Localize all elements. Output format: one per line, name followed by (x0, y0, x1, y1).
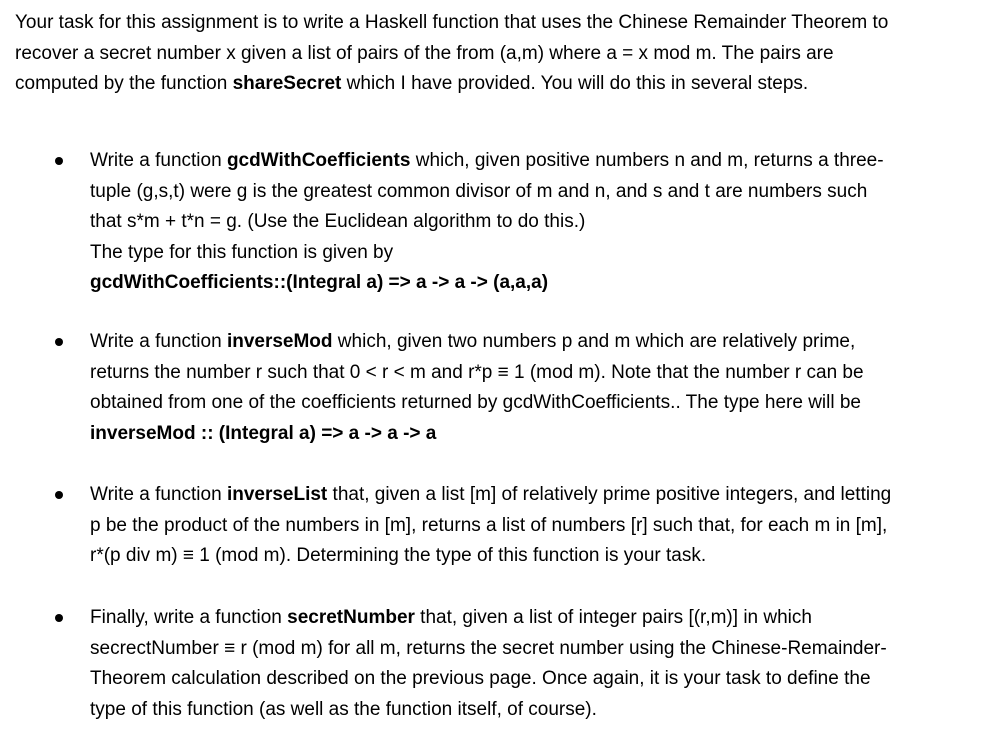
line: r*(p div m) ≡ 1 (mod m). Determining the type of this function is your task. (90, 545, 707, 566)
bullet-text (90, 480, 995, 572)
line: p be the product of the numbers in [m], returns a list of numbers [r] such that, for each m in [m], (90, 514, 888, 536)
function-name-secret-number: secretNumber (287, 607, 415, 628)
intro-line-1: Your task for this assignment is to write a Haskell function that uses the Chinese Remainder Theorem to (15, 12, 889, 33)
line-post: which, given two numbers p and m which are relatively prime, (332, 331, 856, 352)
bullet-text (90, 327, 995, 449)
bullet-text (90, 603, 995, 725)
type-signature-inverse-mod: inverseMod :: (Integral a) => a -> a -> a (90, 422, 437, 444)
function-name-inverse-mod: inverseMod (226, 331, 333, 352)
function-name-inverse-list: inverseList (226, 484, 328, 505)
line: obtained from one of the coefficients returned by gcdWithCoefficients.. The type here will be (90, 392, 861, 413)
intro-paragraph (15, 8, 990, 100)
line: The type for this function is given by (90, 241, 394, 263)
bullet-dot (55, 491, 63, 499)
bullet-text (90, 146, 995, 299)
intro-line-2: recover a secret number x given a list of pairs of the from (a,m) where a = x mod m. The pairs are (15, 42, 834, 64)
share-secret-term: shareSecret (232, 73, 342, 94)
line-pre: Write a function (90, 484, 227, 505)
bullet-dot (55, 157, 63, 165)
type-signature-gcd: gcdWithCoefficients::(Integral a) => a -> a -> (a,a,a) (90, 272, 549, 293)
line: returns the number r such that 0 < r < m and r*p ≡ 1 (mod m). Note that the number r can be (90, 361, 864, 383)
line-post: that, given a list [m] of relatively prime positive integers, and letting (327, 484, 892, 505)
line: secrectNumber ≡ r (mod m) for all m, returns the secret number using the Chinese-Remainder- (90, 637, 887, 659)
bullet-dot (55, 338, 63, 346)
line: tuple (g,s,t) were g is the greatest common divisor of m and n, and s and t are numbers such (90, 180, 868, 202)
line: type of this function (as well as the function itself, of course). (90, 698, 597, 720)
line: Theorem calculation described on the previous page. Once again, it is your task to define the (90, 668, 871, 689)
intro-line-3-post: which I have provided. You will do this in several steps. (341, 73, 809, 94)
line-pre: Write a function (90, 150, 227, 171)
function-name-gcd: gcdWithCoefficients (226, 150, 411, 171)
line-post: that, given a list of integer pairs [(r,m)] in which (414, 607, 812, 628)
line-post: which, given positive numbers n and m, returns a three- (410, 150, 884, 171)
bullet-dot (55, 614, 63, 622)
line-pre: Finally, write a function (90, 607, 288, 628)
intro-line-3-pre: computed by the function (15, 73, 233, 94)
line-pre: Write a function (90, 331, 227, 352)
line: that s*m + t*n = g. (Use the Euclidean algorithm to do this.) (90, 211, 586, 232)
